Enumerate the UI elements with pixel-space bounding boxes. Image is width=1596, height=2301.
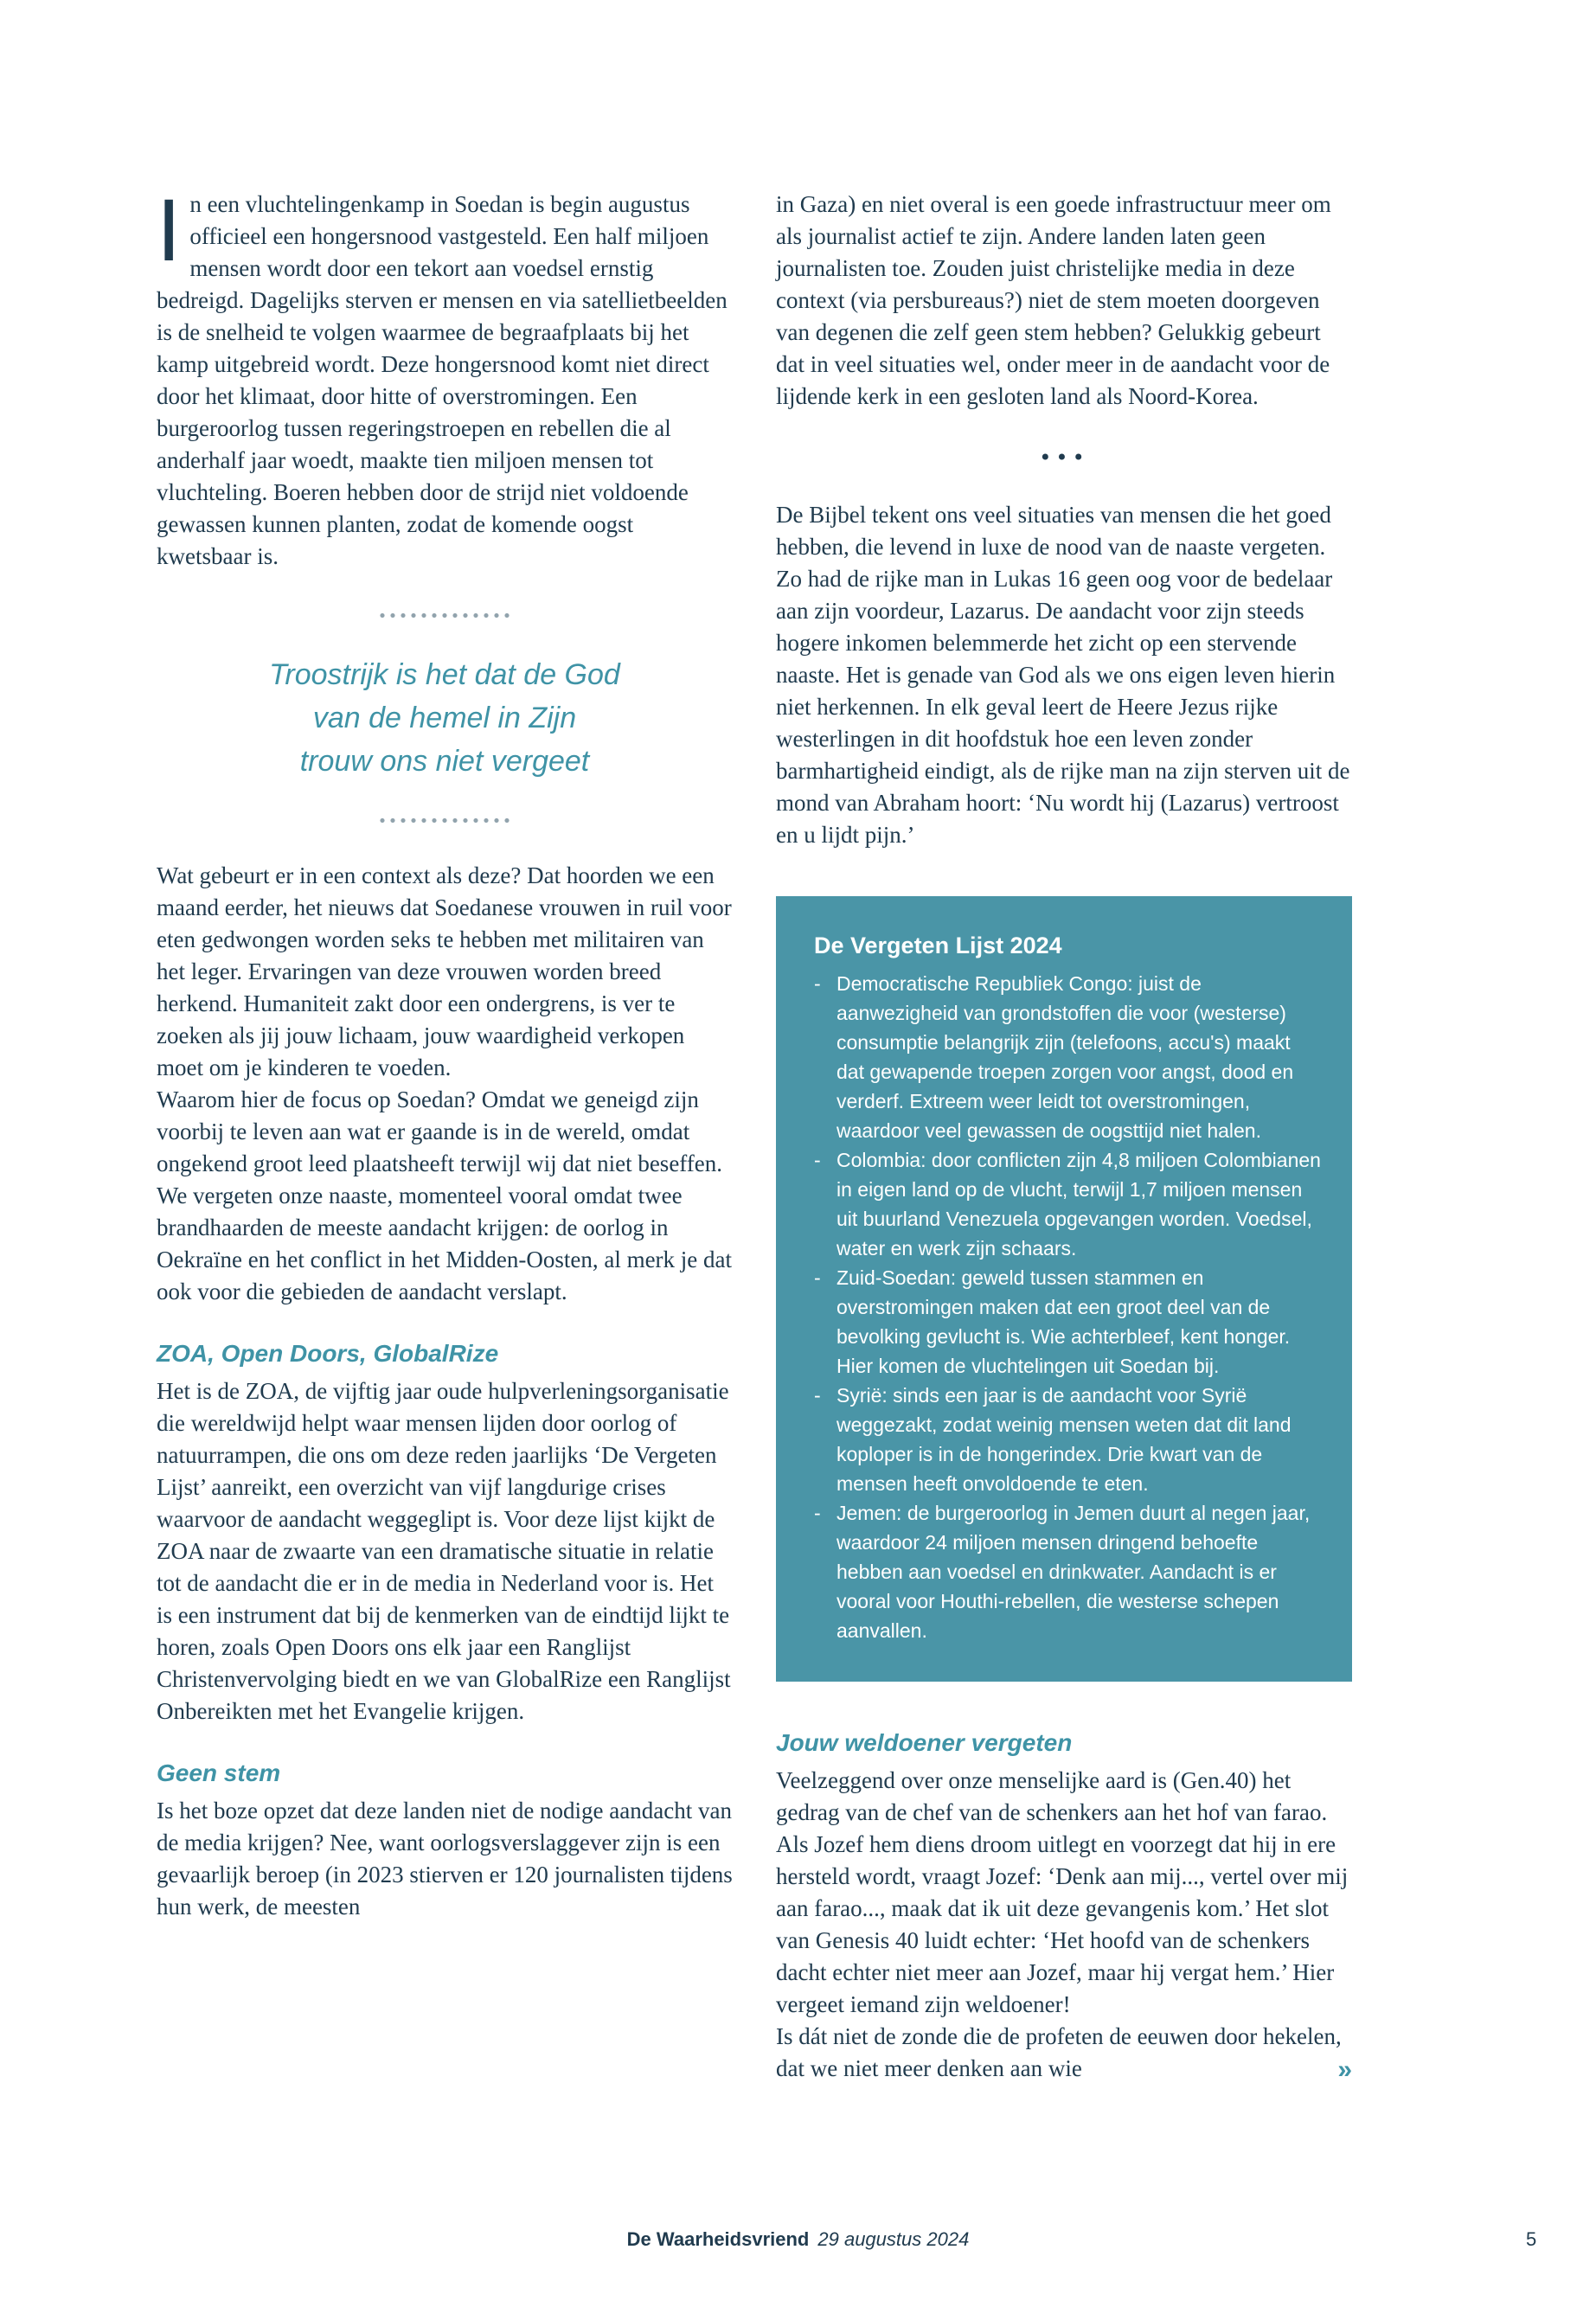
list-item	[814, 1381, 1321, 1498]
subheading-weldoener: Jouw weldoener vergeten	[776, 1729, 1073, 1756]
subheading-zoa: ZOA, Open Doors, GlobalRize	[157, 1340, 499, 1367]
vergeten-lijst-title: De Vergeten Lijst 2024	[814, 933, 1062, 958]
dash-bullet: -	[814, 1149, 821, 1171]
dash-bullet: -	[814, 1502, 821, 1524]
list-item-text: Zuid-Soedan: geweld tussen stammen en overstromingen maken dat een groot deel van de bevolking gevlucht is. Wie achterbleef, kent honger. Hier komen de vluchtelingen uit Soedan bij.	[836, 1266, 1291, 1377]
paragraph-focus: Waarom hier de focus op Soedan? Omdat we geneigd zijn voorbij te leven aan wat er gaande is in de wereld, omdat ongekend groot leed plaatsheeft terwijl wij dat niet beseffen. We vergeten onze naaste, momenteel vooral omdat twee brandhaarden de meeste aandacht krijgen: de oorlog in Oekraïne en het conflict in het Midden-Oosten, al merk je dat ook voor die gebieden de aandacht verslapt.	[157, 1086, 733, 1304]
pull-quote-line: Troostrijk is het dat de God	[269, 658, 620, 691]
list-item	[814, 969, 1321, 1145]
list-item-text: Jemen: de burgeroorlog in Jemen duurt al negen jaar, waardoor 24 miljoen mensen dringend behoefte hebben aan voedsel en drinkwater. Aandacht is er vooral voor Houthi-rebellen, die westerse schepen aanvallen.	[836, 1502, 1311, 1642]
paragraph-gaza: in Gaza) en niet overal is een goede infrastructuur meer om als journalist actief te zijn. Andere landen laten geen journalisten toe. Zouden juist christelijke media in deze context (via persbureaus?) niet de stem moeten doorgeven van degenen die zelf geen stem hebben? Gelukkig gebeurt dat in veel situaties wel, onder meer in de aandacht voor de lijdende kerk in een gesloten land als Noord-Korea.	[776, 191, 1331, 409]
paragraph-context: Wat gebeurt er in een context als deze? Dat hoorden we een maand eerder, het nieuws dat Soedanese vrouwen in ruil voor eten gedwongen worden seks te hebben met militairen van het leger. Ervaringen van deze vrouwen worden breed herkend. Humaniteit zakt door een ondergrens, is ver te zoeken als jij jouw lichaam, jouw waardigheid verkopen moet om je kinderen te voeden.	[157, 862, 732, 1080]
page-number: 5	[1526, 2228, 1537, 2250]
dotted-separator-top	[380, 612, 510, 619]
list-item	[814, 1498, 1321, 1645]
dash-bullet: -	[814, 1384, 821, 1407]
dotted-separator-bottom	[380, 817, 510, 824]
three-dots-separator: •••	[1039, 445, 1089, 470]
right-column	[776, 189, 1352, 2085]
pull-quote-section	[157, 612, 733, 824]
paragraph-profeten-text: Is dát niet de zonde die de profeten de eeuwen door hekelen, dat we niet meer denken aan wie	[776, 2023, 1342, 2081]
list-item-text: Colombia: door conflicten zijn 4,8 miljoen Colombianen in eigen land op de vlucht, terwijl 1,7 miljoen mensen uit buurland Venezuela opgevangen worden. Voedsel, water en werk zijn schaars.	[836, 1149, 1321, 1259]
page-footer	[0, 2228, 1596, 2251]
magazine-title: De Waarheidsvriend	[626, 2228, 810, 2250]
pull-quote-line: van de hemel in Zijn	[312, 702, 577, 734]
dash-bullet: -	[814, 1266, 821, 1289]
paragraph-zoa: Het is de ZOA, de vijftig jaar oude hulpverleningsorganisatie die wereldwijd helpt waar mensen lijden door oorlog of natuurrampen, die ons om deze reden jaarlijks ‘De Vergeten Lijst’ aanreikt, een overzicht van vijf langdurige crises waarvoor de aandacht weggeglipt is. Voor deze lijst kijkt de ZOA naar de zwaarte van een dramatische situatie in relatie tot de aandacht die er in de media in Nederland voor is. Het is een instrument dat bij de kenmerken van de eindtijd lijkt te horen, zoals Open Doors ons elk jaar een Ranglijst Christenvervolging biedt en we van GlobalRize een Ranglijst Onbereikten met het Evangelie krijgen.	[157, 1378, 731, 1724]
dropcap-letter: I	[157, 183, 182, 280]
pull-quote-line: trouw ons niet vergeet	[299, 745, 590, 778]
left-column	[157, 183, 733, 1923]
vergeten-lijst-box	[776, 896, 1352, 1682]
list-item	[814, 1145, 1321, 1263]
list-item	[814, 1263, 1321, 1381]
dash-bullet: -	[814, 972, 821, 995]
continuation-chevrons-icon: »	[1337, 2055, 1352, 2084]
list-item-text: Syrië: sinds een jaar is de aandacht voor Syrië weggezakt, zodat weinig mensen weten dat dit land koploper is in de hongerindex. Drie kwart van de mensen heeft onvoldoende te eten.	[836, 1384, 1292, 1495]
intro-paragraph-text: n een vluchtelingenkamp in Soedan is begin augustus officieel een hongersnood vastgesteld. Een half miljoen mensen wordt door een tekort aan voedsel ernstig bedreigd. Dagelijks sterven er mensen en via satellietbeelden is de snelheid te volgen waarmee de begraafplaats bij het kamp uitgebreid wordt. Deze hongersnood komt niet direct door het klimaat, door hitte of overstromingen. Een burgeroorlog tussen regeringstroepen en rebellen die al anderhalf jaar woedt, maakte tien miljoen mensen tot vluchteling. Boeren hebben door de strijd niet voldoende gewassen kunnen planten, zodat de komende oogst kwetsbaar is.	[157, 191, 727, 569]
list-item-text: Democratische Republiek Congo: juist de aanwezigheid van grondstoffen die voor (westerse) consumptie belangrijk zijn (telefoons, accu's) maakt dat gewapende troepen zorgen voor angst, dood en verderf. Extreem weer leidt tot overstromingen, waardoor veel gewassen de oogsttijd niet halen.	[836, 972, 1294, 1142]
subheading-geen-stem: Geen stem	[157, 1759, 281, 1786]
footer-date: 29 augustus 2024	[817, 2228, 970, 2250]
paragraph-bijbel: De Bijbel tekent ons veel situaties van mensen die het goed hebben, die levend in luxe de nood van de naaste vergeten. Zo had de rijke man in Lukas 16 geen oog voor de bedelaar aan zijn voordeur, Lazarus. De aandacht voor zijn steeds hogere inkomen belemmerde het zicht op een stervende naaste. Het is genade van God als we ons eigen leven hierin niet herkennen. In elk geval leert de Heere Jezus rijke westerlingen in dit hoofdstuk hoe een leven zonder barmhartigheid eindigt, als de rijke man na zijn sterven uit de mond van Abraham hoort: ‘Nu wordt hij (Lazarus) vertroost en u lijdt pijn.’	[776, 502, 1350, 848]
intro-paragraph	[157, 183, 733, 573]
paragraph-geen-stem: Is het boze opzet dat deze landen niet de nodige aandacht van de media krijgen? Nee, want oorlogsverslaggever zijn is een gevaarlijk beroep (in 2023 stierven er 120 journalisten tijdens hun werk, de meesten	[157, 1798, 733, 1920]
pull-quote	[157, 653, 733, 783]
paragraph-profeten	[776, 2021, 1352, 2085]
paragraph-weldoener: Veelzeggend over onze menselijke aard is (Gen.40) het gedrag van de chef van de schenkers aan het hof van farao. Als Jozef hem diens droom uitlegt en voorzegt dat hij in ere hersteld wordt, vraagt Jozef: ‘Denk aan mij..., vertel over mij aan farao..., maak dat ik uit deze gevangenis kom.’ Het slot van Genesis 40 luidt echter: ‘Het hoofd van de schenkers dacht echter niet meer aan Jozef, maar hij vergat hem.’ Hier vergeet iemand zijn weldoener!	[776, 1767, 1349, 2017]
